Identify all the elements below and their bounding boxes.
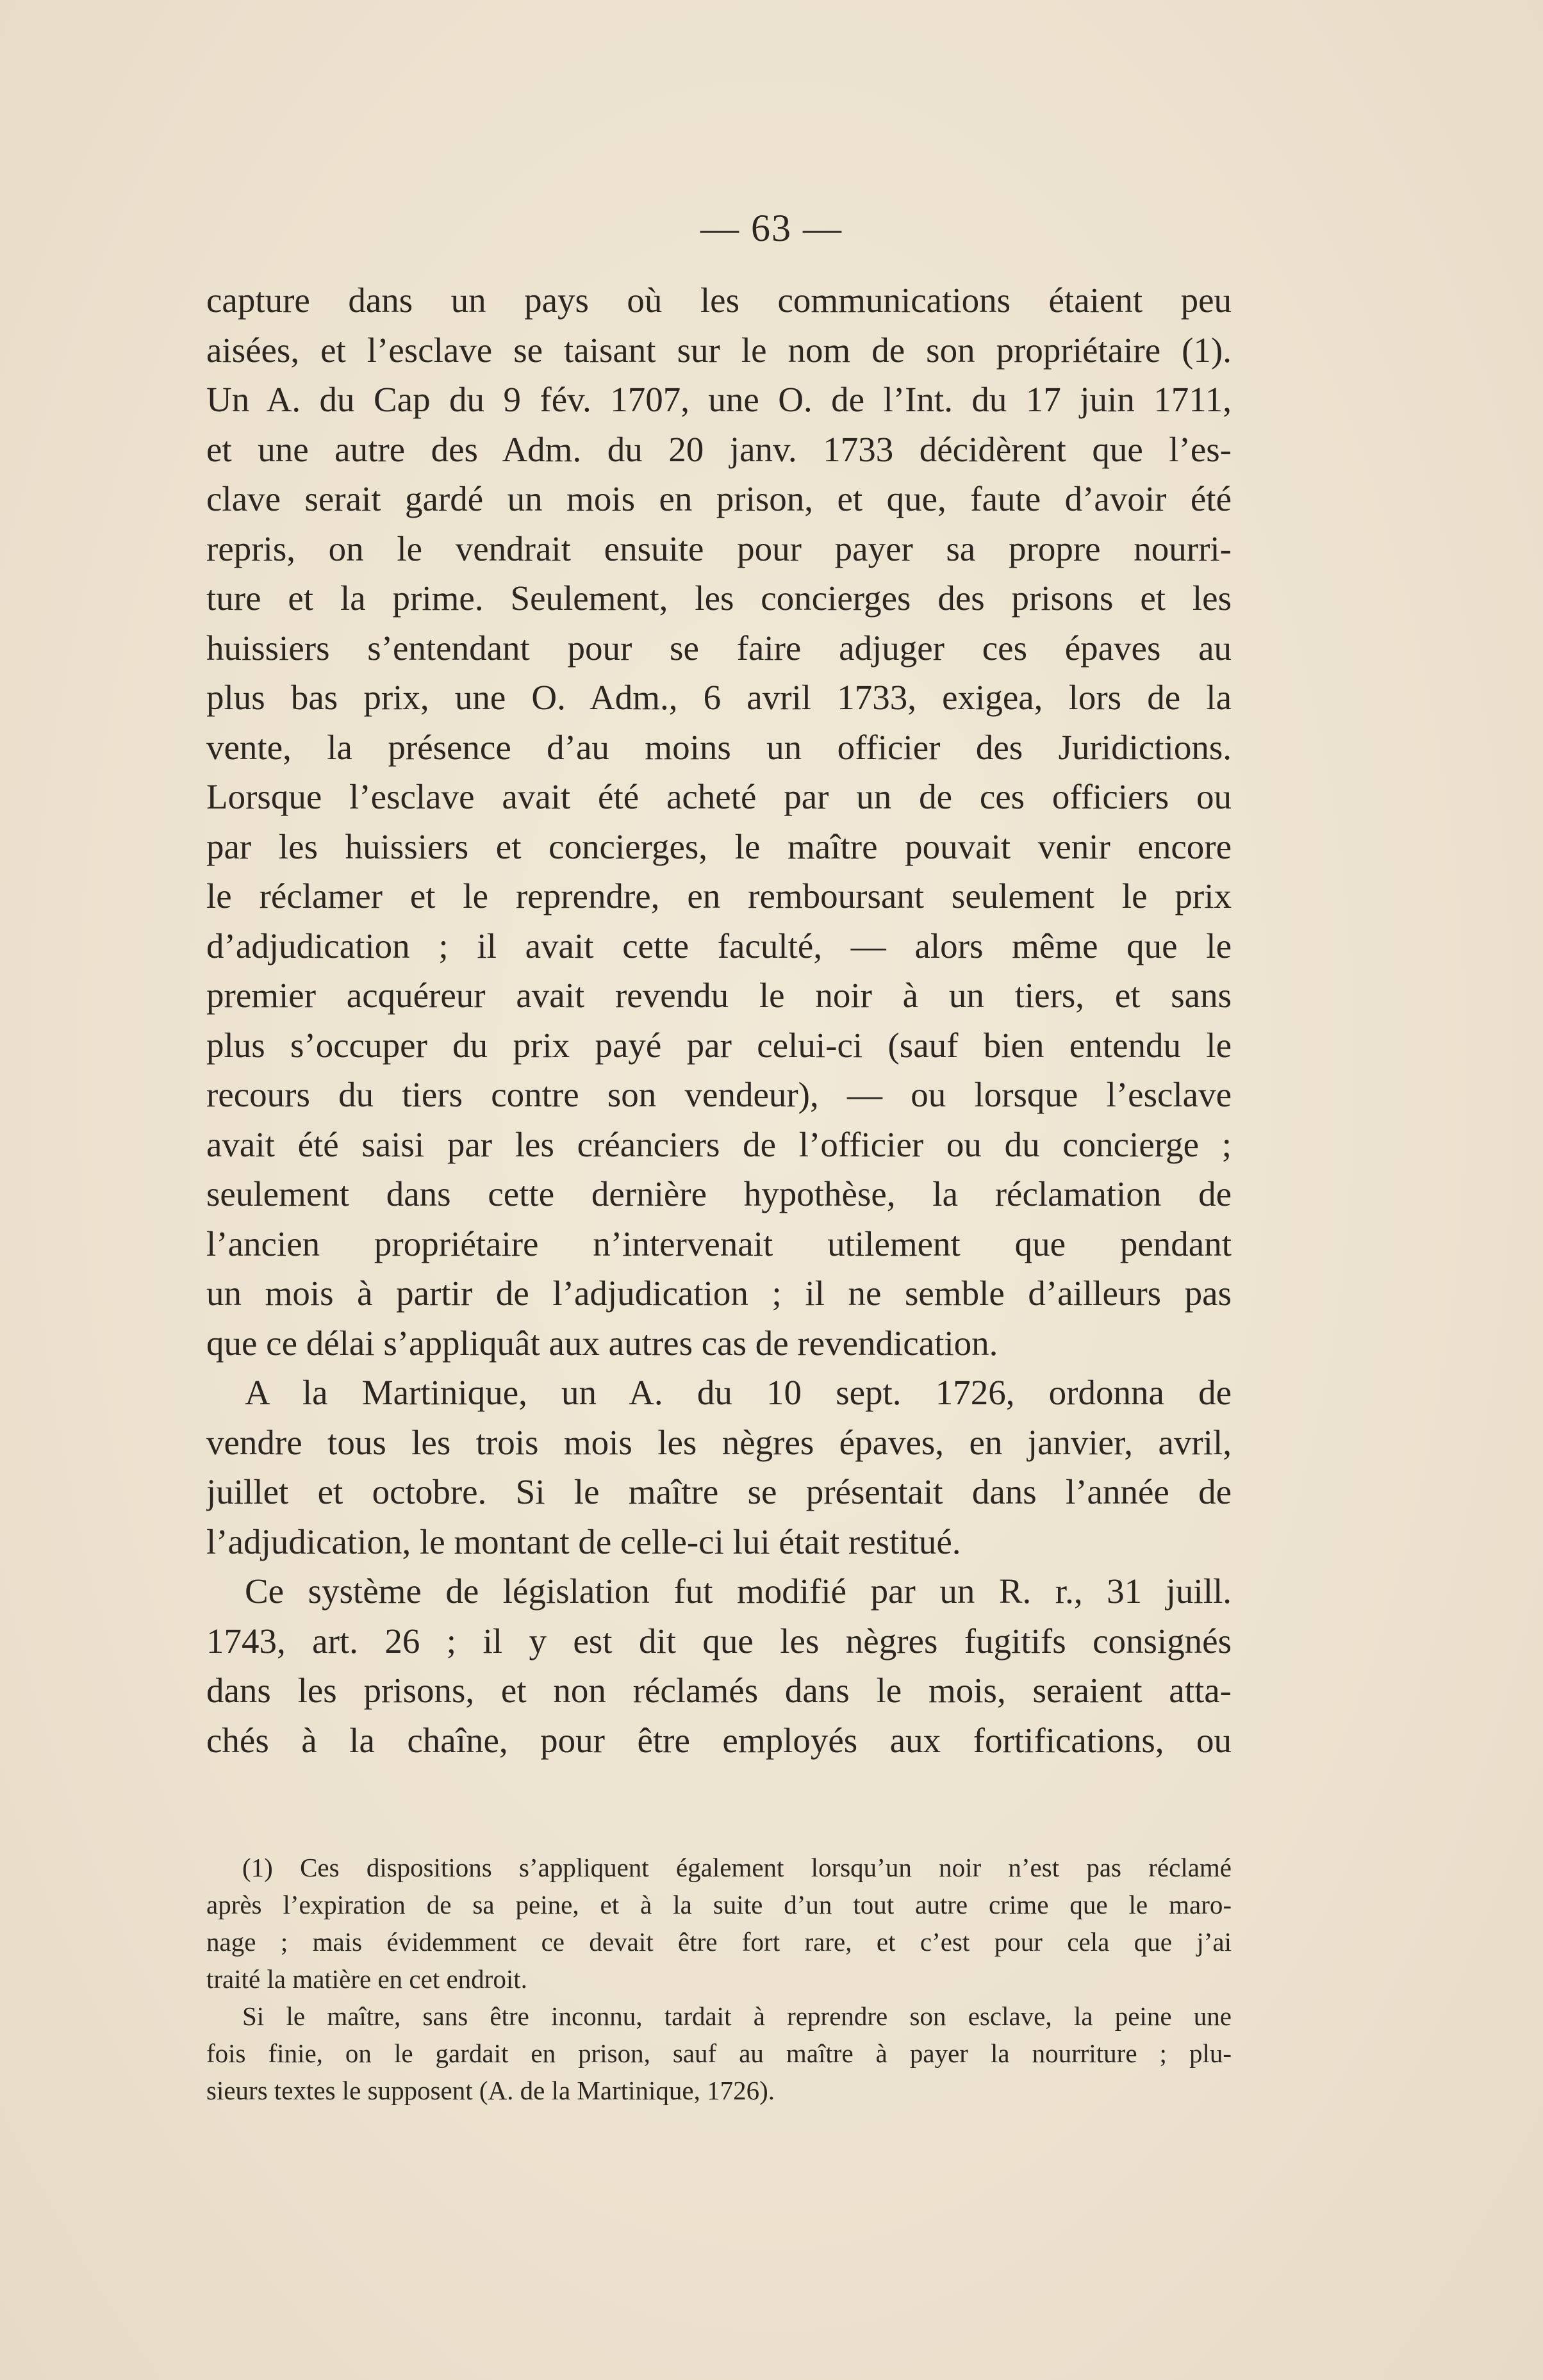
footnotes — [206, 1849, 1232, 2109]
body-line: capture dans un pays où les communications étaient peu — [206, 281, 1232, 320]
body-line: Ce système de législation fut modifié par un R. r., 31 juill. — [245, 1572, 1232, 1611]
body-line: ture et la prime. Seulement, les concierges des prisons et les — [206, 579, 1232, 618]
body-line: 1743, art. 26 ; il y est dit que les nègres fugitifs consignés — [206, 1621, 1232, 1661]
body-line: juillet et octobre. Si le maître se présentait dans l’année de — [206, 1472, 1232, 1511]
body-line: que ce délai s’appliquât aux autres cas de revendication. — [206, 1323, 998, 1363]
body-line: plus bas prix, une O. Adm., 6 avril 1733, exigea, lors de la — [206, 678, 1232, 717]
body-line: vendre tous les trois mois les nègres épaves, en janvier, avril, — [206, 1422, 1232, 1462]
footnote-line: après l’expiration de sa peine, et à la suite d’un tout autre crime que le maro- — [206, 1890, 1232, 1919]
body-line: avait été saisi par les créanciers de l’officier ou du concierge ; — [206, 1124, 1232, 1164]
body-line: le réclamer et le reprendre, en remboursant seulement le prix — [206, 876, 1232, 915]
body-line: d’adjudication ; il avait cette faculté, — alors même que le — [206, 926, 1232, 965]
footnote-line: sieurs textes le supposent (A. de la Martinique, 1726). — [206, 2076, 775, 2105]
body-line: seulement dans cette dernière hypothèse, la réclamation de — [206, 1174, 1232, 1213]
body-text — [206, 275, 1232, 1765]
body-line: aisées, et l’esclave se taisant sur le nom de son propriétaire (1). — [206, 330, 1232, 370]
body-line: Un A. du Cap du 9 fév. 1707, une O. de l’Int. du 17 juin 1711, — [206, 380, 1232, 419]
body-line: plus s’occuper du prix payé par celui-ci (sauf bien entendu le — [206, 1025, 1232, 1065]
body-line: par les huissiers et concierges, le maître pouvait venir encore — [206, 826, 1232, 866]
footnote-line: Si le maître, sans être inconnu, tardait à reprendre son esclave, la peine une — [242, 2001, 1232, 2031]
body-line: clave serait gardé un mois en prison, et que, faute d’avoir été — [206, 479, 1232, 518]
body-line: vente, la présence d’au moins un officier des Juridictions. — [206, 727, 1232, 767]
body-line: Lorsque l’esclave avait été acheté par un de ces officiers ou — [206, 777, 1232, 816]
body-line: l’adjudication, le montant de celle-ci lui était restitué. — [206, 1522, 961, 1561]
body-line: dans les prisons, et non réclamés dans le mois, seraient atta- — [206, 1671, 1232, 1710]
footnote-line: (1) Ces dispositions s’appliquent également lorsqu’un noir n’est pas réclamé — [242, 1853, 1232, 1882]
body-line: premier acquéreur avait revendu le noir à un tiers, et sans — [206, 976, 1232, 1015]
body-line: chés à la chaîne, pour être employés aux fortifications, ou — [206, 1720, 1232, 1760]
body-line: huissiers s’entendant pour se faire adjuger ces épaves au — [206, 628, 1232, 668]
body-line: recours du tiers contre son vendeur), — ou lorsque l’esclave — [206, 1075, 1232, 1114]
body-line: A la Martinique, un A. du 10 sept. 1726, ordonna de — [245, 1373, 1232, 1412]
body-line: repris, on le vendrait ensuite pour payer sa propre nourri- — [206, 529, 1232, 568]
body-line: et une autre des Adm. du 20 janv. 1733 décidèrent que l’es- — [206, 429, 1232, 469]
body-line: un mois à partir de l’adjudication ; il ne semble d’ailleurs pas — [206, 1274, 1232, 1313]
body-line: l’ancien propriétaire n’intervenait utilement que pendant — [206, 1224, 1232, 1263]
footnote-line: nage ; mais évidemment ce devait être fort rare, et c’est pour cela que j’ai — [206, 1927, 1232, 1957]
footnote-line: fois finie, on le gardait en prison, sauf au maître à payer la nourriture ; plu- — [206, 2039, 1232, 2068]
footnote-line: traité la matière en cet endroit. — [206, 1964, 527, 1994]
page-number: — 63 — — [700, 207, 843, 249]
